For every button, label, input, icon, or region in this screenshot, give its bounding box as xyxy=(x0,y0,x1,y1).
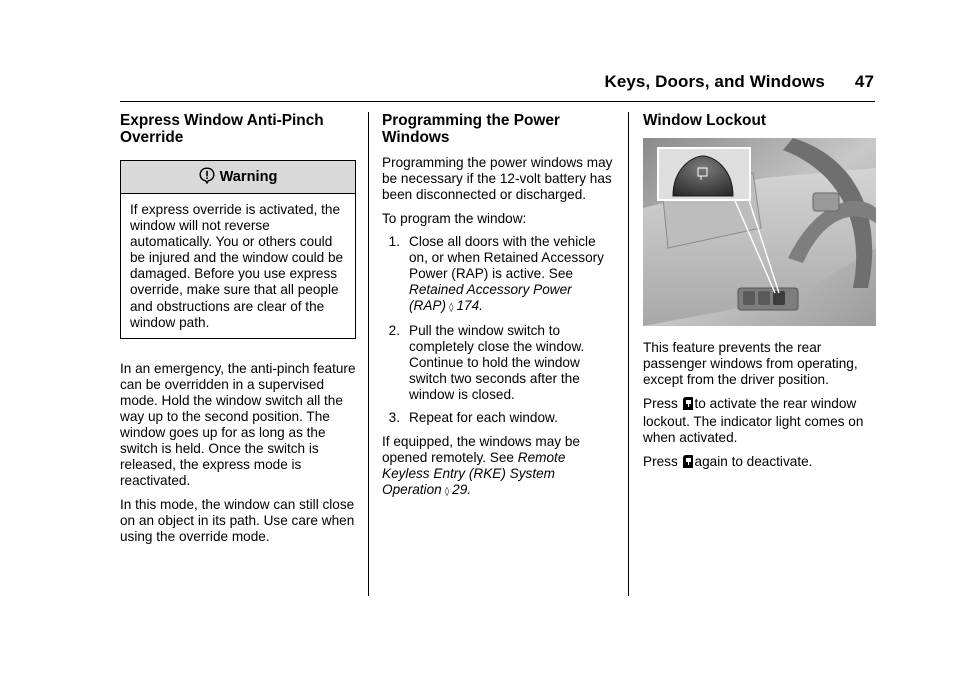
link-retained-accessory-power[interactable]: Retained Accessory Power (RAP) xyxy=(409,282,572,313)
warning-title: Warning xyxy=(219,169,278,185)
column-divider-1 xyxy=(368,112,369,596)
heading-programming-power-windows: Programming the Power Windows xyxy=(382,112,560,146)
paragraph-press-to-activate xyxy=(643,396,875,446)
paragraph-programming-intro: Programming the power windows may be necessary if the 12-volt battery has been disconnected or discharged. xyxy=(382,155,613,202)
window-lockout-icon xyxy=(682,455,693,472)
warning-header xyxy=(121,161,355,194)
step-2-text: Pull the window switch to completely close the window. Continue to hold the window switch two seconds after the window is closed. xyxy=(409,323,585,402)
step-1-period: . xyxy=(479,298,483,313)
column-divider-2 xyxy=(628,112,629,596)
window-lockout-icon xyxy=(682,397,693,414)
door-panel-lockout-illustration xyxy=(643,138,876,326)
column-window-lockout xyxy=(643,112,875,480)
step-2 xyxy=(382,323,616,403)
page-ref-29[interactable]: 29 xyxy=(452,482,468,497)
warning-box xyxy=(120,160,356,339)
paragraph-override-mode-care: In this mode, the window can still close on an object in its path. Use care when using the override mode. xyxy=(120,496,355,544)
press-word-2: Press xyxy=(643,454,678,469)
paragraph-lockout-description: This feature prevents the rear passenger windows from operating, except from the driver position. xyxy=(643,340,858,387)
warning-icon xyxy=(199,167,220,188)
remote-text: If equipped, the windows may be opened remotely. See xyxy=(382,434,580,465)
header-rule xyxy=(120,101,875,102)
page-reference-icon: ◊ xyxy=(444,487,450,497)
step-1-number: 1. xyxy=(388,234,400,249)
step-3 xyxy=(382,410,616,426)
remote-period: . xyxy=(467,482,472,497)
link-rke-system-operation[interactable]: Remote Keyless Entry (RKE) System Operation xyxy=(382,450,566,497)
paragraph-to-program: To program the window: xyxy=(382,211,527,226)
step-2-number: 2. xyxy=(388,323,400,338)
heading-anti-pinch-override: Express Window Anti-Pinch Override xyxy=(120,112,324,146)
paragraph-press-to-deactivate xyxy=(643,454,875,472)
deactivate-text: again to deactivate. xyxy=(694,454,813,469)
programming-steps xyxy=(382,234,616,426)
press-word-1: Press xyxy=(643,396,678,411)
page-reference-icon: ◊ xyxy=(449,303,454,313)
paragraph-remote-opening xyxy=(382,434,616,500)
step-1-text: Close all doors with the vehicle on, or when Retained Accessory Power (RAP) is active. See xyxy=(409,234,604,281)
section-title: Keys, Doors, and Windows xyxy=(604,72,825,91)
warning-text: If express override is activated, the window will not reverse automatically. You or others could be injured and the window could be damaged. Before you use express override, make sure that all people and obstructions are clear of the window path. xyxy=(130,202,344,330)
activate-text: to activate the rear window lockout. The indicator light comes on when activated. xyxy=(643,396,864,445)
step-3-number: 3. xyxy=(388,410,400,425)
page-header xyxy=(0,72,874,92)
column-programming xyxy=(382,112,616,508)
paragraph-emergency-override: In an emergency, the anti-pinch feature can be overridden in a supervised mode. Hold the window switch all the way up to the second position. The window goes up for as long as the switch is held. Once the switch is released, the express mode is reactivated. xyxy=(120,360,356,488)
heading-window-lockout: Window Lockout xyxy=(643,112,766,129)
step-3-text: Repeat for each window. xyxy=(409,410,558,425)
step-1 xyxy=(382,234,616,316)
page-number: 47 xyxy=(854,72,874,91)
column-anti-pinch xyxy=(120,112,356,553)
page-ref-174[interactable]: 174 xyxy=(456,298,480,313)
